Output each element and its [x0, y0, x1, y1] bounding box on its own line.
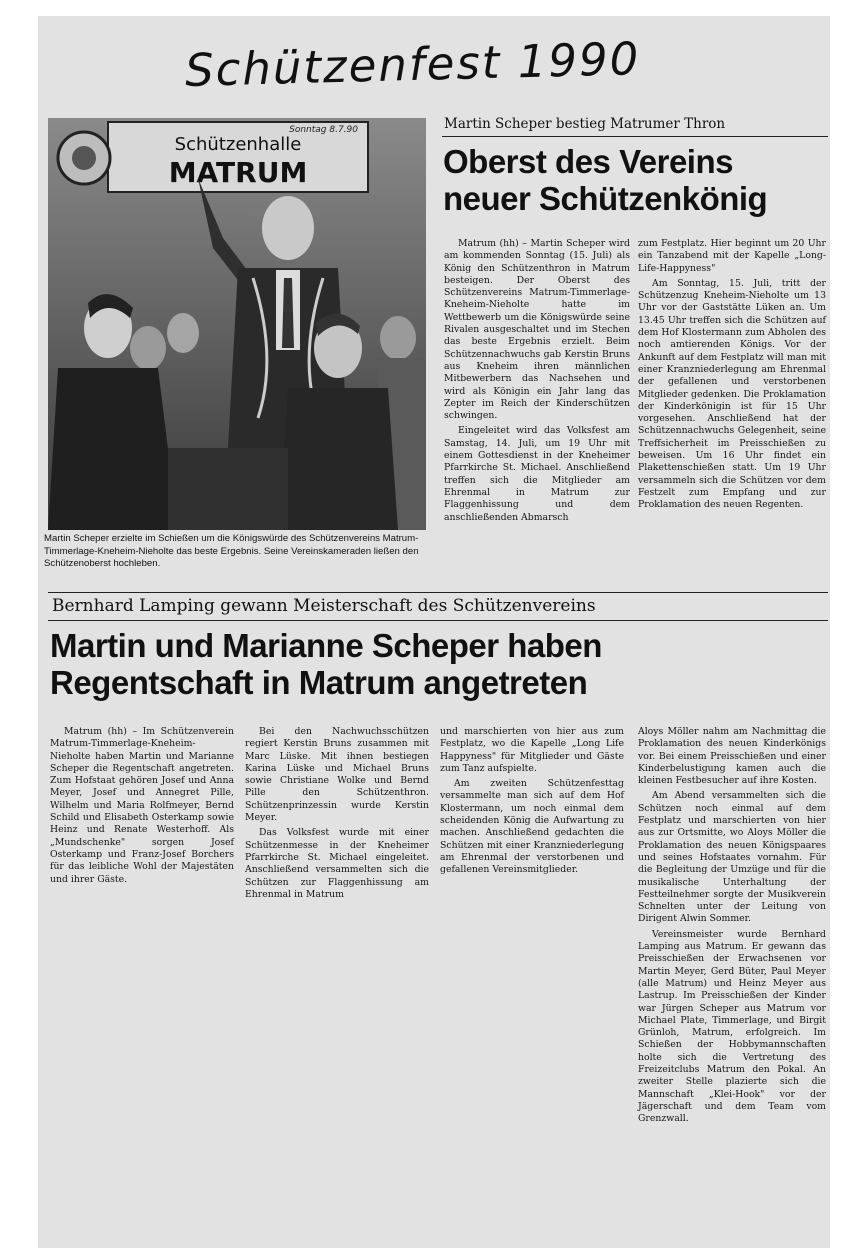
article2-headline-line1: Martin und Marianne Scheper haben — [50, 627, 602, 664]
article1-headline — [443, 144, 767, 218]
article2-column-3 — [440, 726, 624, 877]
article2-column-2 — [245, 726, 429, 901]
article2-headline — [50, 628, 602, 702]
article1-paragraph: Am Sonntag, 15. Juli, tritt der Schützenzug Kneheim-Nieholte um 13 Uhr vor der Gaststätte Lüken an. Um 13.45 Uhr treffen sich die Schützen auf dem Hof Klostermann zum Abholen des noch amtierenden Königs. Vor der Ankunft auf dem Festplatz will man mit einer Kranzniederlegung am Ehrenmal der gefallenen und verstorbenen Mitglieder gedenken. Die Proklamation der Kinderkönigin ist für 15 Uhr vorgesehen. Anschließend hat der Schützennachwuchs Gelegenheit, seine Treffsicherheit im Preisschießen zu beweisen. Um 16 Uhr findet ein Plakettenschießen statt. Um 19 Uhr versammeln sich die Schützen vor dem Festzelt zum Empfang und zur Proklamation des neuen Regenten. — [638, 277, 826, 511]
article2-paragraph: Vereinsmeister wurde Bernhard Lamping aus Matrum. Er gewann das Preisschießen der Erwachsenen vor Martin Meyer, Gerd Büter, Paul Meyer (alle Matrum) und Heinz Meyer aus Lastrup. Im Preisschießen der Kinder war Jürgen Scheper aus Matrum vor Michael Plate, Timmerlage, und Birgit Grünloh, Matrum, erfolgreich. Im Schießen der Hobbymannschaften holte sich die Vertretung des Freizeitclubs Matrum den Pokal. An zweiter Stelle plazierte sich die Mannschaft „Klei-Hook" vor der Jägerschaft und dem Team vom Grenzwall. — [638, 928, 826, 1125]
article2-paragraph: Am zweiten Schützenfesttag versammelte man sich auf dem Hof Klostermann, um noch einmal dem scheidenden König die Aufwartung zu machen. Anschließend gedachten die Schützen mit einer Kranzniederlegung am Ehrenmal der verstorbenen und gefallenen Vereinsmitglieder. — [440, 778, 624, 876]
article-photo — [48, 118, 426, 530]
handwritten-title: Schützenfest 1990 — [184, 32, 641, 97]
photo-illustration — [48, 118, 426, 530]
article2-kicker: Bernhard Lamping gewann Meisterschaft des Schützenvereins — [52, 596, 596, 616]
article2-top-rule — [48, 592, 828, 593]
article2-paragraph: Matrum (hh) – Im Schützenverein Matrum-Timmerlage-Kneheim-Nieholte haben Martin und Marianne Scheper die Regentschaft angetreten. Zum Hofstaat gehören Josef und Anna Meyer, Josef und Annegret Pille, Wilhelm und Maria Rolfmeyer, Bernd Schild und Elisabeth Osterkamp sowie Heinz und Renate Westerhoff. Als „Mundschenke" sorgen Josef Osterkamp und Franz-Josef Borchers für das leibliche Wohl der Majestäten und ihrer Gäste. — [50, 726, 234, 885]
article1-paragraph: Matrum (hh) – Martin Scheper wird am kommenden Sonntag (15. Juli) als König den Schützenthron in Matrum besteigen. Der Oberst des Schützenvereins Matrum-Timmerlage-Kneheim-Nieholte hatte im Wettbewerb um die Königswürde seine Rivalen ausgeschaltet und im Stechen das beste Ergebnis erzielt. Beim Schützennachwuchs gab Kerstin Bruns aus Kneheim ihren männlichen Mitbewerbern das Nachsehen und wird als Königin ein Jahr lang das Zepter im Reich der Kinderschützen schwingen. — [444, 238, 630, 422]
article1-kicker: Martin Scheper bestieg Matrumer Thron — [444, 116, 726, 132]
photo-date-note: Sonntag 8.7.90 — [289, 125, 358, 135]
article2-paragraph: Am Abend versammelten sich die Schützen noch einmal auf dem Festplatz und marschierten von hier aus zur Ortsmitte, wo Aloys Möller die Proklamation des neuen Königspaares und seines Hofstaates vornahm. Für die Begleitung der Umzüge und für die musikalische Unterhaltung der Festteilnehmer sorgte der Musikverein Schnelten unter der Leitung von Dirigent Alwin Sommer. — [638, 790, 826, 925]
article2-paragraph: und marschierten von hier aus zum Festplatz, wo die Kapelle „Long Life Happyness" für Mitglieder und Gäste zum Tanz aufspielte. — [440, 726, 624, 774]
article2-rule — [48, 620, 828, 621]
article2-headline-line2: Regentschaft in Matrum angetreten — [50, 663, 588, 701]
article2-paragraph: Das Volksfest wurde mit einer Schützenmesse in der Kneheimer Pfarrkirche St. Michael eingeleitet. Anschließend versammelten sich die Schützen zur Flaggenhissung am Ehrenmal in Matrum — [245, 827, 429, 900]
article1-headline-line1: Oberst des Vereins — [443, 143, 733, 180]
article1-headline-line2: neuer Schützenkönig — [443, 179, 768, 217]
article1-column-2 — [638, 238, 826, 512]
article2-column-4 — [638, 726, 826, 1126]
article1-paragraph: zum Festplatz. Hier beginnt um 20 Uhr ein Tanzabend mit der Kapelle „Long-Life-Happyness" — [638, 238, 826, 274]
sign-text-line2: MATRUM — [168, 156, 308, 189]
photo-caption: Martin Scheper erzielte im Schießen um die Königswürde des Schützenvereins Matrum-Timmerlage-Kneheim-Nieholte das beste Ergebnis. Seine Vereinskameraden ließen den Schützenoberst hochleben. — [44, 533, 419, 569]
article2-column-1 — [50, 726, 234, 886]
article2-paragraph: Aloys Möller nahm am Nachmittag die Proklamation des neuen Kinderkönigs vor. Bei einem Preisschießen und einer Kinderbelustigung kamen auch die kleinen Festbesucher auf ihre Kosten. — [638, 726, 826, 787]
sign-text-line1: Schützenhalle — [174, 134, 302, 155]
article1-rule — [442, 136, 828, 137]
article2-paragraph: Bei den Nachwuchsschützen regiert Kerstin Bruns zusammen mit Marc Lüske. Mit ihnen bestiegen Karina Lüske und Michael Bruns sowie Christiane Wolke und Bernd Pille den Schützenthron. Schützenprinzessin wurde Kerstin Meyer. — [245, 726, 429, 824]
article1-column-1 — [444, 238, 630, 524]
article1-paragraph: Eingeleitet wird das Volksfest am Samstag, 14. Juli, um 19 Uhr mit einem Gottesdienst in der Kneheimer Pfarrkirche St. Michael. Anschließend treffen sich die Mitglieder am Ehrenmal in Matrum zur Flaggenhissung und dem anschließenden Abmarsch — [444, 425, 630, 523]
